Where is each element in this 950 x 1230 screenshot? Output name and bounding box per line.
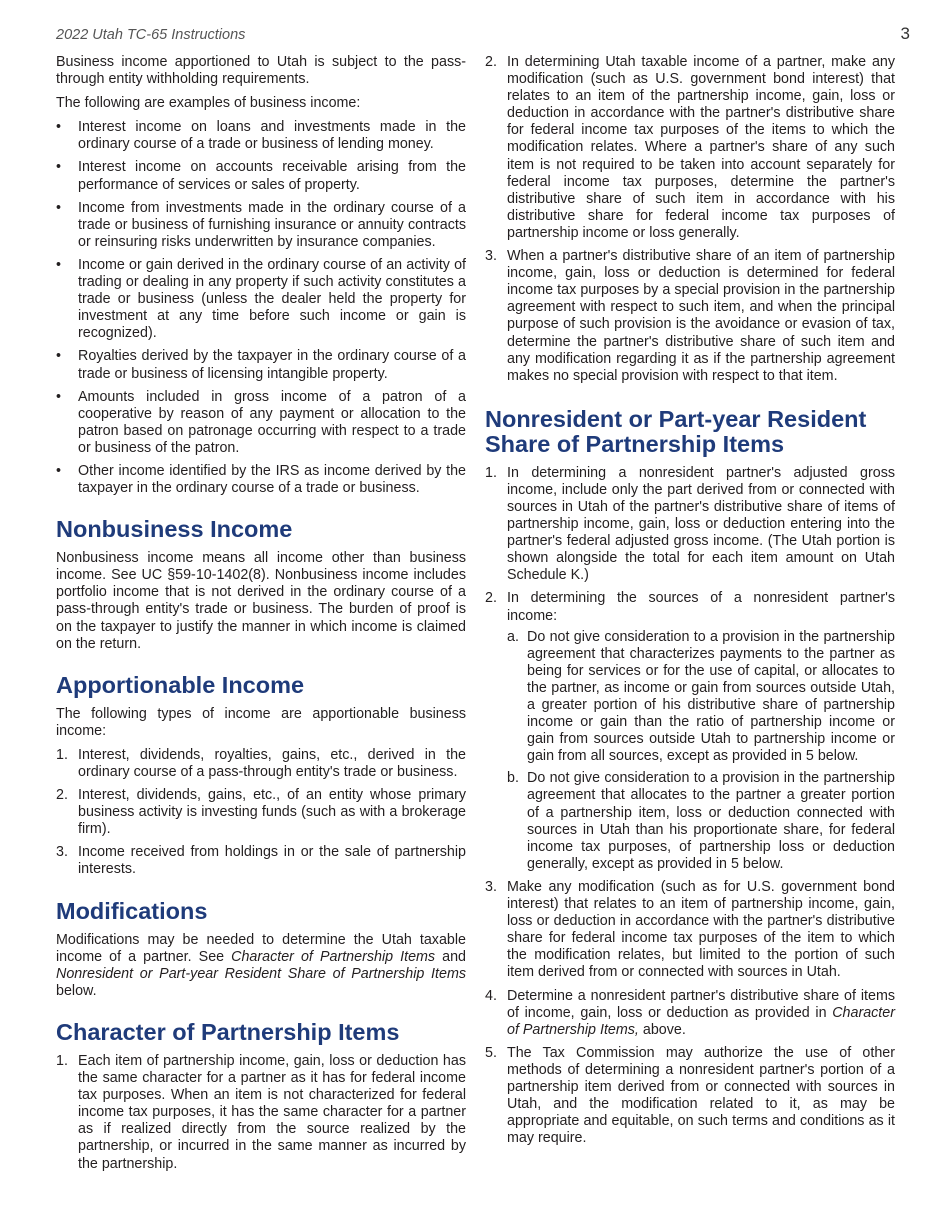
- page-number: 3: [900, 24, 910, 43]
- list-item-text: In determining a nonresident partner's adjusted gross income, include only the part derived from or connected with sources in Utah of the partner's distributive share of items of partnership income, gain, loss or deduction entering into the partner's federal adjusted gross income. (The Utah portion is shown alongside the total for each item amount on Utah Schedule K.): [507, 464, 895, 584]
- right-column: [485, 54, 895, 1153]
- character-heading: Character of Partnership Items: [56, 1018, 400, 1045]
- apportionable-income-list: [56, 747, 466, 879]
- modifications-text: [56, 932, 466, 1000]
- list-item: • Other income identified by the IRS as income derived by the taxpayer in the ordinary course of a trade or business.: [56, 463, 466, 497]
- list-item-text: Do not give consideration to a provision in the partnership agreement that characterizes payments to the partner as being for services or for the use of capital, or allocates to the partner, as income or gain from sources outside Utah, a greater portion of his distributive share of partnership income or gain than the ratio of partnership income or gain from sources outside Utah to partnership income or gain from all sources, except as provided in 5 below.: [527, 628, 895, 765]
- modifications-text-part: and: [435, 948, 466, 965]
- list-item-text: Interest, dividends, gains, etc., of an entity whose primary business activity is investing funds (such as with a brokerage firm).: [78, 787, 466, 838]
- list-item-text: In determining the sources of a nonresident partner's income:: [507, 590, 895, 624]
- nonbusiness-income-text: Nonbusiness income means all income other than business income. See UC §59-10-1402(8). Nonbusiness income includes portfolio income that is not derived in the ordinary course of a pass-through entity's trade or business. The burden of proof is on the taxpayer to justify the manner in which income is claimed on the return.: [56, 550, 466, 652]
- list-letter: b.: [507, 770, 519, 787]
- modifications-text-part: below.: [56, 982, 97, 999]
- nonresident-heading: Nonresident or Part-year Resident Share of Partnership Items: [485, 405, 867, 457]
- sub-list-item: [507, 629, 895, 766]
- page-header-title: 2022 Utah TC-65 Instructions: [56, 27, 246, 43]
- sub-list: [507, 629, 895, 873]
- list-number: 3.: [485, 878, 497, 895]
- list-item-text: When a partner's distributive share of an item of partnership income, gain, loss or deduction is determined for federal income tax purposes by a special provision in the partnership agreement with respect to such item, and when the principal purpose of such provision is the avoidance or evasion of tax, determine the partner's distributive share of such item and any modification regarding it as if the partnership agreement makes no special provision with respect to that item.: [507, 248, 895, 384]
- list-item: [485, 465, 895, 585]
- list-number: 2.: [56, 787, 68, 804]
- list-item-text-part: Determine a nonresident partner's distributive share of items of income, gain, loss or deduction as provided in: [507, 987, 895, 1021]
- list-item: • Interest income on loans and investments made in the ordinary course of a trade or business of lending money.: [56, 119, 466, 153]
- list-item: • Income or gain derived in the ordinary course of an activity of trading or dealing in any property if such activity constitutes a trade or business (unless the dealer held the property for investment at any time before such income or gain is recognized).: [56, 257, 466, 342]
- list-item: [485, 988, 895, 1039]
- list-item: [485, 879, 895, 982]
- character-list-continued: [485, 54, 895, 385]
- left-column: [56, 54, 466, 1179]
- list-item: [485, 248, 895, 385]
- list-item-text: [507, 988, 895, 1038]
- list-item: [56, 787, 466, 838]
- nonbusiness-income-heading: Nonbusiness Income: [56, 516, 293, 543]
- list-number: 1.: [56, 746, 68, 763]
- cross-reference: Character of Partnership Items,: [507, 1004, 895, 1038]
- character-list: [56, 1053, 466, 1173]
- list-item-text: Each item of partnership income, gain, loss or deduction has the same character for a partner as it has for federal income tax purposes. When an item is not characterized for federal income tax purposes, it has the same character for a partner as if realized directly from the source realized by the partnership, or incurred in the same manner as incurred by the partnership.: [78, 1052, 466, 1172]
- intro-examples-lead: The following are examples of business income:: [56, 95, 361, 112]
- list-item-text: Do not give consideration to a provision in the partnership agreement that allocates to the partner a greater portion of a partnership item, loss or deduction connected with sources in Utah than his proportionate share, for federal income tax purposes, of partnership loss or deduction generally, except as provided in 5 below.: [527, 770, 895, 872]
- list-item: • Interest income on accounts receivable arising from the performance of services or sales of property.: [56, 159, 466, 193]
- list-item-text: The Tax Commission may authorize the use of other methods of determining a nonresident partner's portion of a partnership item derived from or connected with sources in Utah, and the modification related to it, as may be appropriate and equitable, on such terms and conditions as it may require.: [507, 1044, 895, 1147]
- business-income-examples-list: [56, 119, 466, 497]
- list-item-text-part: above.: [638, 1021, 686, 1038]
- list-item: [56, 844, 466, 878]
- list-item-text: Interest, dividends, royalties, gains, etc., derived in the ordinary course of a pass-through entity's trade or business.: [78, 746, 466, 780]
- modifications-heading: Modifications: [56, 897, 208, 924]
- apportionable-income-intro: The following types of income are apportionable business income:: [56, 705, 466, 739]
- list-item: [56, 747, 466, 781]
- list-item: • Amounts included in gross income of a patron of a cooperative by reason of any payment or allocation to the patron based on patronage occurring with respect to a trade or business of the patron.: [56, 389, 466, 457]
- list-item-text: Make any modification (such as for U.S. government bond interest) that relates to an item of partnership income, gain, loss or deduction in accordance with the partner's distributive share for federal income tax purposes of the item to which the modification relates, but limited to the portion of such item derived from or connected with sources in Utah.: [507, 878, 895, 981]
- list-item: [485, 54, 895, 242]
- intro-paragraph: Business income apportioned to Utah is subject to the pass-through entity withholding requirements.: [56, 54, 466, 88]
- list-number: 1.: [56, 1052, 68, 1069]
- list-item: [485, 1045, 895, 1148]
- sub-list-item: [507, 770, 895, 873]
- list-number: 1.: [485, 464, 497, 481]
- apportionable-income-heading: Apportionable Income: [56, 671, 305, 698]
- list-letter: a.: [507, 628, 519, 645]
- list-number: 3.: [485, 248, 497, 265]
- list-item: [56, 1053, 466, 1173]
- list-number: 3.: [56, 844, 68, 861]
- modifications-text-part: Modifications may be needed to determine the Utah taxable income of a partner. See: [56, 931, 466, 965]
- list-number: 2.: [485, 54, 497, 70]
- list-number: 2.: [485, 590, 497, 607]
- list-item: • Royalties derived by the taxpayer in the ordinary course of a trade or business of licensing intangible property.: [56, 348, 466, 382]
- list-item: • Income from investments made in the ordinary course of a trade or business of furnishing insurance or annuity contracts or reinsuring risks underwritten by insurance companies.: [56, 200, 466, 251]
- list-item-text: Income received from holdings in or the sale of partnership interests.: [78, 844, 466, 878]
- list-number: 5.: [485, 1044, 497, 1061]
- list-number: 4.: [485, 987, 497, 1004]
- nonresident-list: [485, 465, 895, 1148]
- cross-reference: Character of Partnership Items: [231, 948, 436, 965]
- cross-reference: Nonresident or Part-year Resident Share of Partnership Items: [56, 965, 466, 982]
- list-item-text: In determining Utah taxable income of a partner, make any modification (such as U.S. government bond interest) that relates to an item of the partnership income, gain, loss or deduction in accordance with the partner's distributive share for federal income tax purposes of the items to which the modification relates. Where a partner's share of any such item is not required to be taken into account separately for federal income tax purposes, determine the partner's distributive share of such item in accordance with his distributive share for federal income tax purposes of partnership income or loss generally.: [507, 54, 895, 241]
- list-item: [485, 590, 895, 873]
